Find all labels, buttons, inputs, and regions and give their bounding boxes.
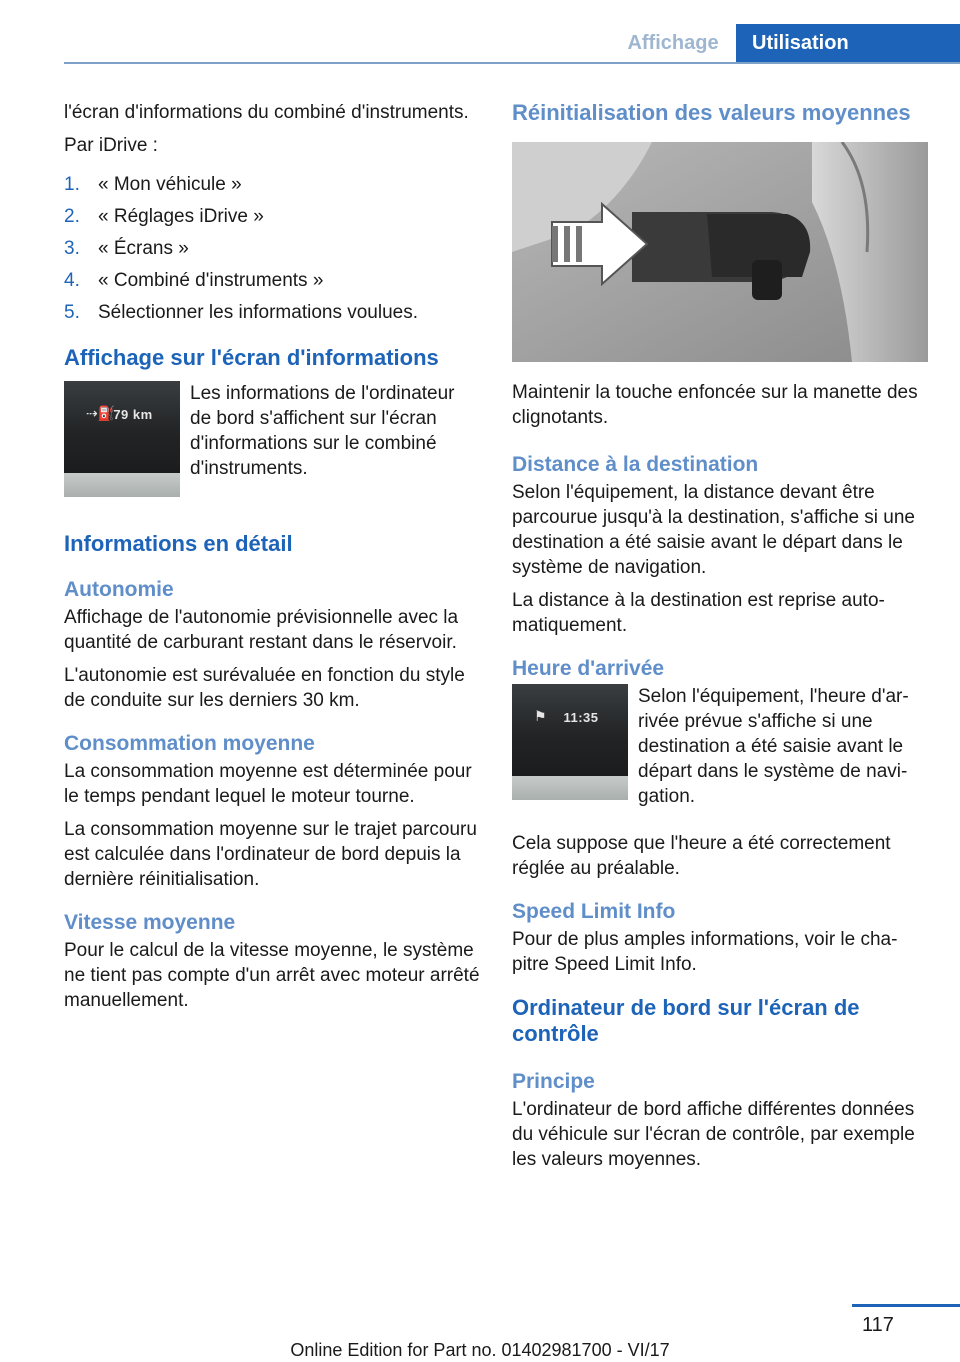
step-text: « Écrans »	[98, 238, 189, 259]
edition-footer: Online Edition for Part no. 01402981700 - VI/17	[290, 1340, 670, 1360]
display-bezel	[64, 473, 180, 497]
destination-flag-icon: ⚑	[534, 708, 547, 724]
distance-heading: Distance à la destination	[512, 453, 759, 476]
step-number: 3.	[64, 238, 80, 259]
lever-illustration	[512, 142, 928, 362]
reset-heading: Réinitialisation des valeurs moyennes	[512, 100, 911, 125]
ordi-heading: Ordinateur de bord sur l'écran de contrôle	[512, 995, 860, 1046]
step-text: « Mon véhicule »	[98, 174, 242, 195]
autonomie-text-2: L'autonomie est surévaluée en fonction du style de conduite sur les derniers 30 km.	[64, 665, 465, 711]
heure-heading: Heure d'arrivée	[512, 657, 665, 680]
step-text: Sélectionner les informations voulues.	[98, 302, 419, 323]
list-item	[64, 268, 480, 293]
display-heading: Affichage sur l'écran d'informations	[64, 345, 439, 370]
step-text: « Réglages iDrive »	[98, 206, 264, 227]
conso-text-2: La consommation moyenne sur le trajet parcouru est calculée dans l'ordinateur de bord depuis la dernière réinitialisation.	[64, 819, 477, 890]
turn-signal-lever-image	[512, 142, 928, 362]
autonomie-heading: Autonomie	[64, 578, 174, 601]
step-number: 5.	[64, 302, 80, 323]
heure-text: Selon l'équipement, l'heure d'arrivée prévue s'affiche si une destination a été saisie avant le départ dans le système de navigation.	[638, 686, 909, 807]
idrive-steps	[64, 172, 480, 325]
display-text: Les informations de l'ordinateur de bord s'affichent sur l'écran d'informations sur le combiné d'instruments.	[190, 383, 455, 479]
reset-text: Maintenir la touche enfoncée sur la manette des clignotants.	[512, 382, 918, 428]
speed-text: Pour de plus amples informations, voir le chapitre Speed Limit Info.	[512, 929, 898, 975]
display-block	[64, 381, 480, 497]
step-number: 4.	[64, 270, 80, 291]
distance-text-1: Selon l'équipement, la distance devant être parcourue jusqu'à la destination, s'affiche si une destination a été saisie avant le départ dans le système de navigation.	[512, 482, 915, 578]
heure-text-2: Cela suppose que l'heure a été correctement réglée au préalable.	[512, 833, 891, 879]
intro-text: l'écran d'informations du combiné d'instruments.	[64, 102, 469, 123]
left-column	[64, 100, 480, 1021]
detail-heading: Informations en détail	[64, 531, 293, 556]
list-item	[64, 172, 480, 197]
display-screen	[64, 381, 180, 473]
arrival-time-readout: 11:35	[563, 710, 599, 725]
right-column	[512, 100, 928, 1180]
step-text: « Combiné d'instruments »	[98, 270, 324, 291]
list-item	[64, 204, 480, 229]
page-number: 117	[862, 1314, 894, 1336]
heure-block	[512, 684, 928, 817]
footer-rule	[852, 1304, 960, 1307]
vitesse-heading: Vitesse moyenne	[64, 911, 236, 934]
display-screen	[512, 684, 628, 776]
conso-heading: Consommation moyenne	[64, 732, 315, 755]
step-number: 2.	[64, 206, 80, 227]
fuel-range-icon: ⇢⛽	[86, 405, 116, 421]
list-item	[64, 236, 480, 261]
section-tab-utilisation[interactable]: Utilisation	[736, 24, 960, 62]
principe-text: L'ordinateur de bord affiche différentes données du véhicule sur l'écran de contrôle, par exemple les valeurs moyennes.	[512, 1099, 915, 1170]
conso-text-1: La consommation moyenne est déterminée pour le temps pendant lequel le moteur tourne.	[64, 761, 472, 807]
arrival-time-display-image	[512, 684, 628, 800]
list-item	[64, 300, 480, 325]
vitesse-text: Pour le calcul de la vitesse moyenne, le système ne tient pas compte d'un arrêt avec moteur arrêté manuellement.	[64, 940, 480, 1011]
speed-heading: Speed Limit Info	[512, 900, 676, 923]
idrive-label: Par iDrive :	[64, 135, 158, 156]
distance-text-2: La distance à la destination est reprise automatiquement.	[512, 590, 885, 636]
autonomie-text-1: Affichage de l'autonomie prévisionnelle avec la quantité de carburant restant dans le réservoir.	[64, 607, 459, 653]
header-rule	[64, 62, 960, 64]
range-readout: 79 km	[113, 407, 153, 422]
display-bezel	[512, 776, 628, 800]
principe-heading: Principe	[512, 1070, 595, 1093]
step-number: 1.	[64, 174, 80, 195]
range-display-image	[64, 381, 180, 497]
section-tab-affichage[interactable]: Affichage	[627, 32, 719, 54]
